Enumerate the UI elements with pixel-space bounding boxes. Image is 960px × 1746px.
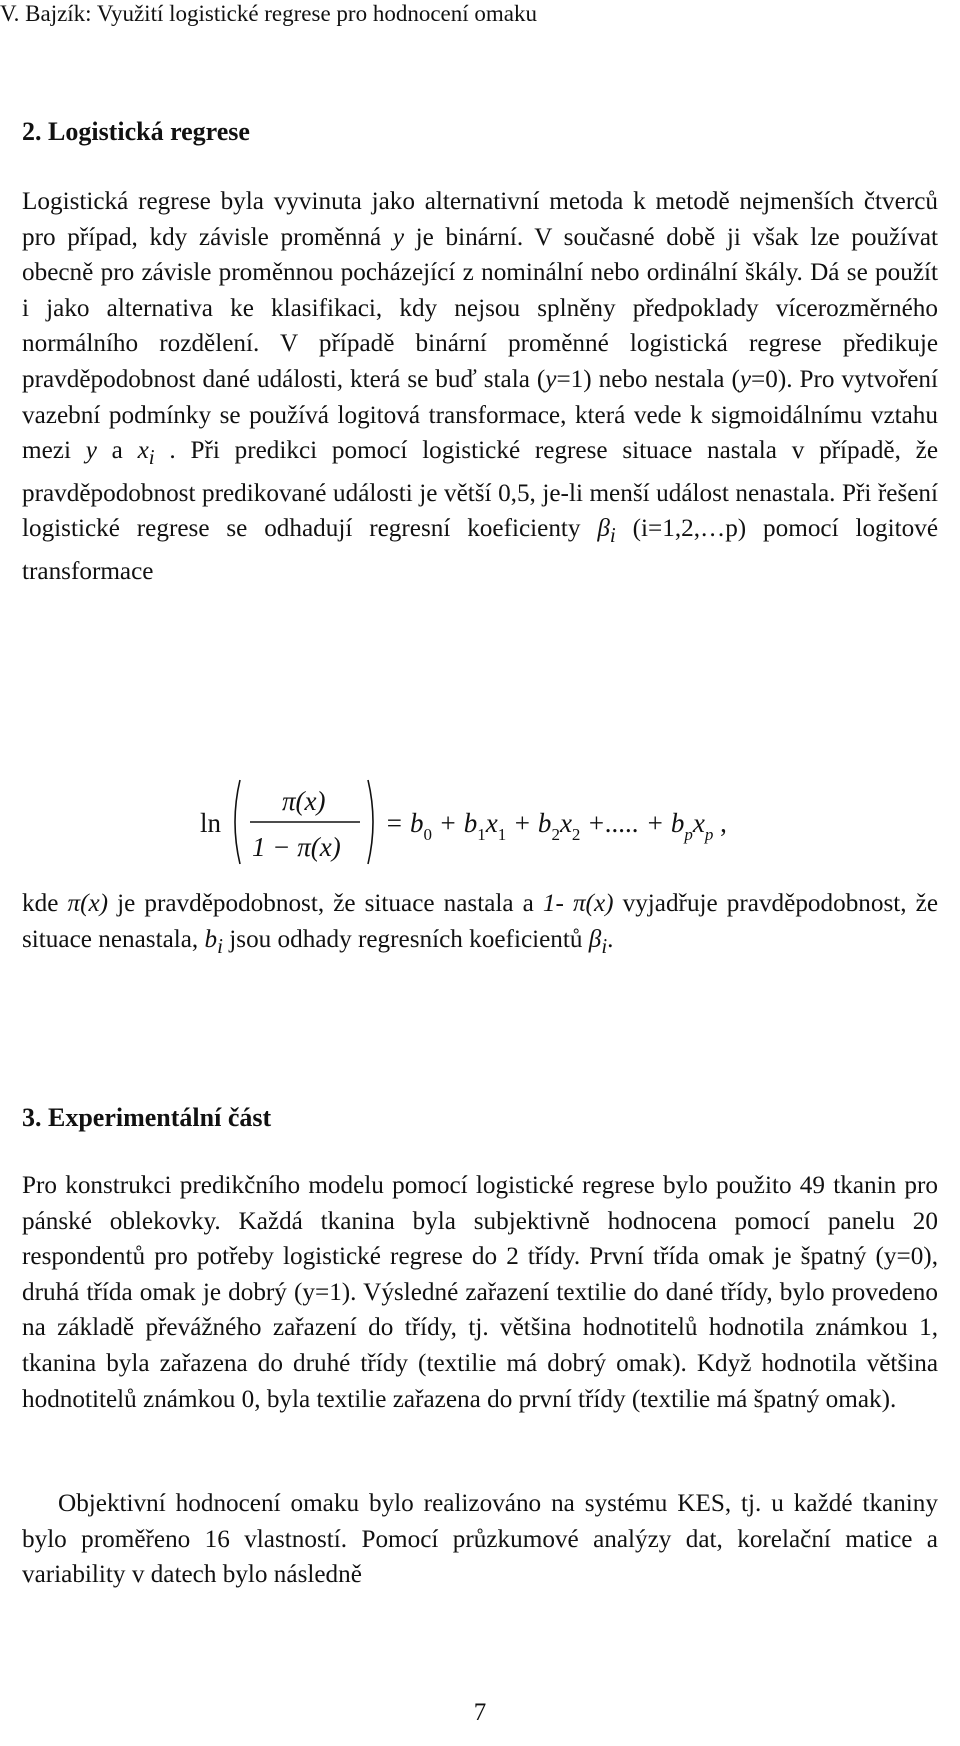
section-2-paragraph-2: kde π(x) je pravděpodobnost, že situace nastala a 1- π(x) vyjadřuje pravděpodobnost, že situace nenastala, $b_i$ jsou odhady regresních koeficientů $\beta_i$.: [22, 890, 939, 958]
equation-ln: ln: [200, 808, 222, 838]
equation-numerator: π(x): [282, 786, 326, 816]
logit-equation: [200, 776, 760, 868]
page-number: 7: [473, 1699, 487, 1726]
section-2-paragraph-1: Logistická regrese byla vyvinuta jako alternativní metoda k metodě nejmenších čtverců pro případ, kdy závisle proměnná y je binární. V současné době ji však lze používat obecně pro závisle proměnnou pocházející z nominální nebo ordinální škály. Dá se použít i jako alternativa ke klasifikaci, kdy nejsou splněny předpoklady vícerozměrného normálního rozdělení. V případě binární proměnné logistická regrese předikuje pravděpodobnost dané události, která se buď stala (y=1) nebo nestala (y=0). Pro vytvoření vazební podmínky se používá logitová transformace, která vede k sigmoidálnímu vztahu mezi y a $x_i$ . Při predikci pomocí logistické regrese situace nastala v případě, že pravděpodobnost predikované události je větší 0,5, je-li menší událost nenastala. Při řešení logistické regrese se odhadují regresní koeficienty $\beta_i$ (i=1,2,…p) pomocí logitové transformace: [22, 188, 939, 585]
running-header: V. Bajzík: Využití logistické regrese pro hodnocení omaku: [0, 1, 537, 26]
equation-denominator: 1 − π(x): [252, 832, 341, 862]
section-3-heading: 3. Experimentální část: [22, 1103, 272, 1132]
equation-right-paren: [368, 780, 373, 864]
section-3-paragraph-1: Pro konstrukci predikčního modelu pomocí logistické regrese bylo použito 49 tkanin pro pánské oblekovky. Každá tkanina byla subjektivně hodnocena pomocí panelu 20 respondentů pro potřeby logistické regrese do 2 třídy. První třída omak je špatný (y=0), druhá třída omak je dobrý (y=1). Výsledné zařazení textilie do dané třídy, bylo provedeno na základě převážného zařazení do třídy, tj. většina hodnotitelů hodnotila známkou 1, tkanina byla zařazena do druhé třídy (textilie má dobrý omak). Když hodnotila většina hodnotitelů známkou 0, byla textilie zařazena do první třídy (textilie má špatný omak).: [22, 1172, 938, 1413]
equation-rhs: = $b_0 + b_1x_1 + b_2x_2$ +..... + $b_px_p$ ,: [385, 808, 727, 844]
section-3-paragraph-2: Objektivní hodnocení omaku bylo realizováno na systému KES, tj. u každé tkaniny bylo proměřeno 16 vlastností. Pomocí průzkumové analýzy dat, korelační matice a variability v datech bylo následně: [22, 1490, 938, 1589]
equation-left-paren: [235, 780, 240, 864]
section-2-heading: 2. Logistická regrese: [22, 117, 250, 146]
